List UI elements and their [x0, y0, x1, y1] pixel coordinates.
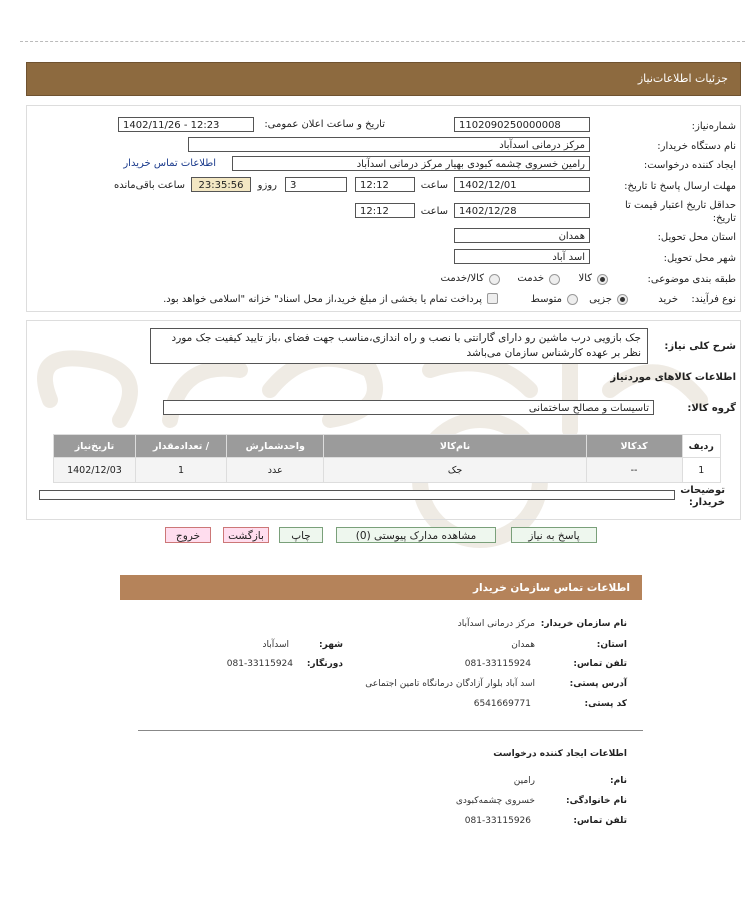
- contact-postal-value: 6541669771: [473, 699, 531, 709]
- announce-field: 1402/11/26 - 12:23: [118, 117, 254, 132]
- validity-label: حداقل تاریخ اعتبار قیمت تا تاریخ:: [624, 200, 736, 224]
- validity-date-field: 1402/12/28: [454, 203, 590, 218]
- contact-city-value: اسدآباد: [262, 640, 289, 650]
- page-title: جزئیات اطلاعات‌نیاز: [637, 72, 728, 85]
- contact-province-label: استان:: [596, 640, 627, 650]
- category-radio-service[interactable]: [549, 274, 560, 285]
- contact-header: [120, 575, 642, 600]
- deadline-date-field: 1402/12/01: [454, 177, 590, 192]
- exit-button[interactable]: خروج: [165, 527, 211, 543]
- reply-button[interactable]: پاسخ به نیاز: [511, 527, 597, 543]
- creator-name-label: نام:: [610, 776, 627, 786]
- goods-group-label: گروه کالا:: [687, 403, 736, 414]
- treasury-payment-note: پرداخت تمام یا بخشی از مبلغ خرید،از محل اسناد" خزانه "اسلامی خواهد بود.: [163, 294, 482, 305]
- validity-time-field: 12:12: [355, 203, 415, 218]
- category-radio-both[interactable]: [489, 274, 500, 285]
- contact-address-label: آدرس پستی:: [569, 679, 627, 689]
- creator-phone-label: تلفن تماس:: [573, 816, 627, 826]
- view-documents-button[interactable]: مشاهده مدارک پیوستی (0): [336, 527, 496, 543]
- col-date: تاریخ‌نیاز: [54, 435, 136, 458]
- col-name: نام‌کالا: [324, 435, 586, 458]
- creator-name-value: رامین: [513, 776, 535, 786]
- need-number-label: شماره‌نیاز:: [691, 121, 736, 132]
- contact-title: اطلاعات تماس سازمان خریدار: [473, 582, 630, 594]
- city-field: اسد آباد: [454, 249, 590, 264]
- validity-time-label: ساعت: [420, 206, 448, 217]
- creator-info-title: اطلاعات ایجاد کننده درخواست: [493, 749, 627, 759]
- cell-code: --: [586, 458, 682, 483]
- cell-date: 1402/12/03: [54, 458, 136, 483]
- col-code: کدکالا: [586, 435, 682, 458]
- process-option-medium: متوسط: [530, 294, 562, 305]
- col-quantity: / تعدادمقدار: [135, 435, 226, 458]
- need-info-panel: [26, 105, 741, 312]
- creator-family-label: نام خانوادگی:: [565, 796, 627, 806]
- print-button[interactable]: چاپ: [279, 527, 323, 543]
- back-button[interactable]: بازگشت: [223, 527, 269, 543]
- contact-org-label: نام سازمان خریدار:: [540, 619, 627, 629]
- cell-quantity: 1: [135, 458, 226, 483]
- category-label: طبقه بندی موضوعی:: [647, 274, 736, 285]
- creator-family-value: خسروی چشمه‌کبودی: [455, 796, 535, 806]
- treasury-payment-checkbox[interactable]: [487, 293, 498, 304]
- deadline-time-label: ساعت: [420, 180, 448, 191]
- table-row: [54, 458, 721, 483]
- goods-info-heading: اطلاعات کالاهای موردنیاز: [610, 372, 736, 383]
- buyer-org-label: نام دستگاه خریدار:: [657, 141, 736, 152]
- remaining-time-field: 23:35:56: [191, 177, 251, 192]
- city-label: شهر محل تحویل:: [663, 253, 736, 264]
- contact-province-value: همدان: [511, 640, 535, 650]
- creator-phone-value: 081-33115926: [464, 816, 531, 826]
- buyer-notes-label: توضیحات خریدار:: [680, 485, 725, 508]
- category-option-both: کالا/خدمت: [440, 273, 484, 284]
- contact-fax-value: 081-33115924: [226, 659, 293, 669]
- cell-row: 1: [682, 458, 721, 483]
- col-unit: واحدشمارش: [227, 435, 324, 458]
- page-header: [26, 62, 741, 96]
- buyer-contact-link[interactable]: اطلاعات تماس خریدار: [123, 158, 216, 169]
- top-divider: [20, 41, 745, 42]
- deadline-label: مهلت ارسال پاسخ تا تاریخ:: [624, 181, 736, 192]
- process-option-purchase: خرید: [658, 294, 678, 305]
- goods-group-field: تاسیسات و مصالح ساختمانی: [163, 400, 654, 415]
- category-option-service: خدمت: [517, 273, 544, 284]
- days-label: روزو: [257, 180, 277, 191]
- category-option-goods: کالا: [578, 273, 592, 284]
- creator-label: ایجاد کننده درخواست:: [643, 160, 736, 171]
- contact-phone-value: 081-33115924: [464, 659, 531, 669]
- contact-postal-label: کد پستی:: [584, 699, 627, 709]
- days-field: 3: [285, 177, 347, 192]
- deadline-time-field: 12:12: [355, 177, 415, 192]
- announce-label: تاریخ و ساعت اعلان عمومی:: [264, 119, 385, 130]
- province-field: همدان: [454, 228, 590, 243]
- contact-address-value: اسد آباد بلوار آزادگان درمانگاه تامین اجتماعی: [365, 679, 535, 689]
- contact-fax-label: دورنگار:: [306, 659, 343, 669]
- buyer-org-field: مرکز درمانی اسدآباد: [188, 137, 590, 152]
- contact-org-value: مرکز درمانی اسدآباد: [457, 619, 535, 629]
- cell-unit: عدد: [227, 458, 324, 483]
- process-radio-medium[interactable]: [567, 294, 578, 305]
- creator-field: رامین خسروی چشمه کبودی بهیار مرکز درمانی اسدآباد: [232, 156, 590, 171]
- contact-divider: [138, 730, 643, 731]
- col-row: ردیف: [682, 435, 721, 458]
- summary-label: شرح کلی نیاز:: [664, 341, 736, 352]
- need-number-field: 1102090250000008: [454, 117, 590, 132]
- process-label: نوع فرآیند:: [691, 294, 736, 305]
- contact-phone-label: تلفن تماس:: [573, 659, 627, 669]
- province-label: استان محل تحویل:: [657, 232, 736, 243]
- remaining-label: ساعت باقی‌مانده: [113, 180, 185, 191]
- goods-table-header: [54, 435, 721, 458]
- process-option-minor: جزیی: [589, 294, 612, 305]
- buyer-notes-field: [39, 490, 675, 500]
- contact-city-label: شهر:: [319, 640, 343, 650]
- summary-text: جک بازویی درب ماشین رو دارای گارانتی با نصب و راه اندازی،مناسب جهت فضای ،باز تایید کیفیت جک مورد نظر بر عهده کارشناس سازمان می‌باشد: [150, 328, 648, 364]
- category-radio-goods[interactable]: [597, 274, 608, 285]
- process-radio-minor[interactable]: [617, 294, 628, 305]
- goods-table: [53, 434, 721, 483]
- cell-name: جک: [324, 458, 586, 483]
